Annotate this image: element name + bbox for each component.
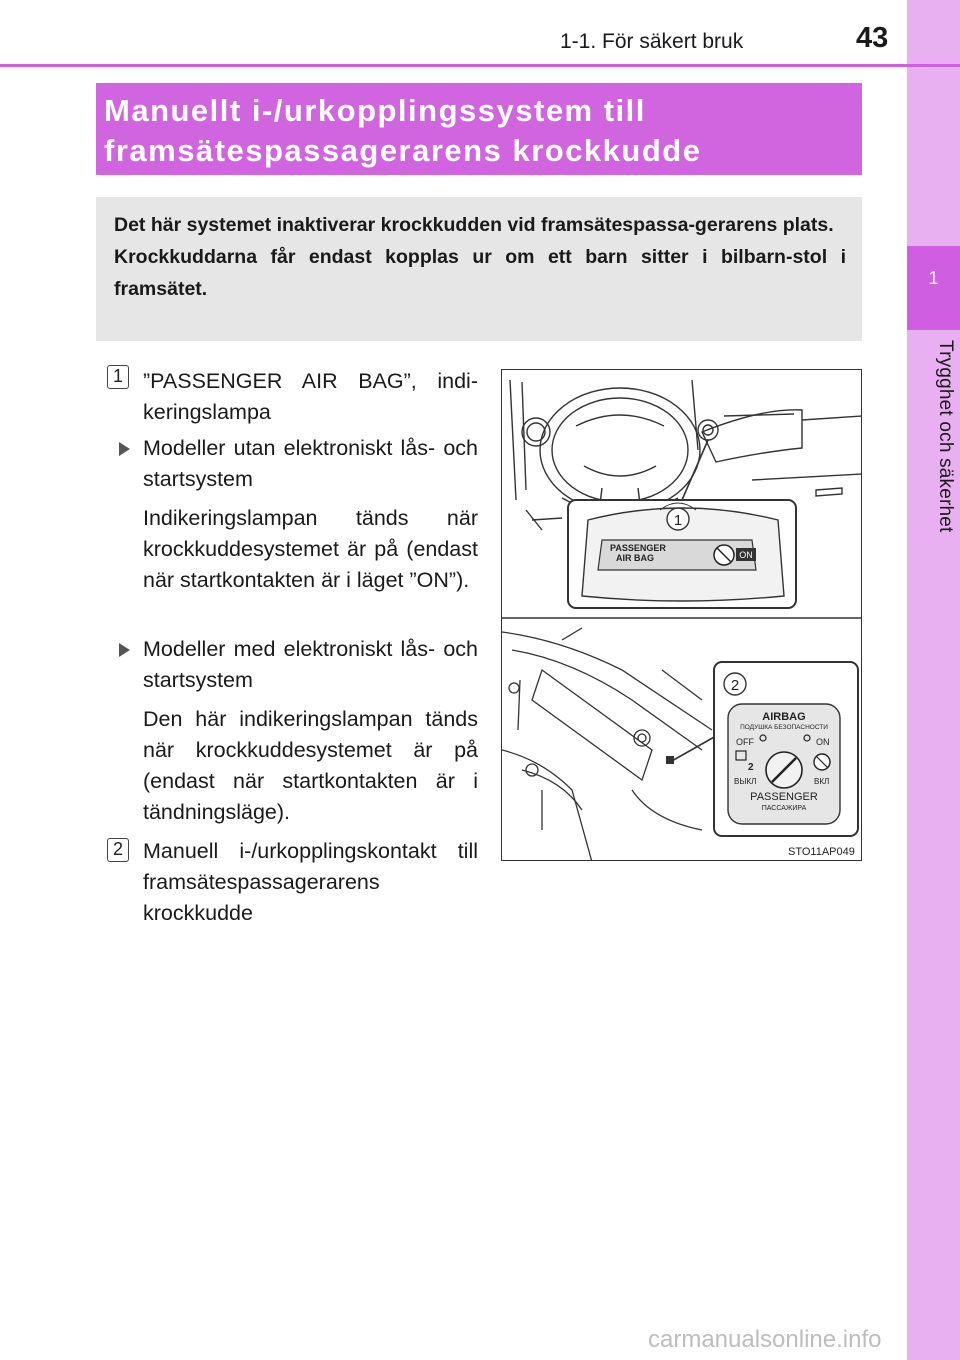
page-title	[104, 91, 852, 171]
title-banner	[96, 83, 862, 175]
lamp-on-label: ON	[739, 550, 753, 560]
switch-on-ru: ВКЛ	[814, 777, 830, 786]
side-tab-strip	[907, 0, 960, 1360]
title-line-1: Manuellt i-/urkopplingssystem till	[104, 93, 646, 128]
switch-digit: 2	[748, 762, 754, 773]
page-number: 43	[856, 22, 889, 54]
switch-on-label: ON	[816, 737, 830, 747]
lamp-label-airbag: AIR BAG	[616, 553, 654, 563]
sub-2-body: Den här indikeringslampan tänds när krockkuddesystemet är på (endast när startkontakten är i tändningsläge).	[143, 707, 478, 824]
illustration-code: STO11AP049	[788, 846, 855, 858]
footer-watermark[interactable]: carmanualsonline.info	[648, 1326, 882, 1353]
intro-line-2: Krockkuddarna får endast kopplas ur om ett barn sitter i bilbarn-stol i framsätet.	[114, 246, 846, 300]
callout-1-label: 1	[673, 512, 683, 529]
item-number-badge-1: 1	[107, 365, 129, 389]
switch-title-ru: ПОДУШКА БЕЗОПАСНОСТИ	[740, 724, 828, 731]
sub-1-body: Indikeringslampan tänds när krockkuddesystemet är på (endast när startkontakten är i läget ”ON”).	[143, 506, 478, 592]
triangle-bullet-icon	[119, 442, 130, 456]
intro-line-1: Det här systemet inaktiverar krockkudden vid framsätespassa-gerarens plats.	[114, 214, 834, 236]
switch-off-ru: ВЫКЛ	[734, 777, 757, 786]
switch-passenger: PASSENGER	[750, 791, 818, 803]
sub-1-heading: Modeller utan elektroniskt lås- och startsystem	[143, 436, 478, 491]
lamp-label-passenger: PASSENGER	[610, 543, 666, 553]
switch-title: AIRBAG	[762, 711, 806, 723]
item-number-badge-2: 2	[107, 838, 129, 862]
sub-2-heading: Modeller med elektroniskt lås- och startsystem	[143, 637, 478, 692]
header-divider	[0, 64, 960, 67]
dashboard-illustration	[501, 369, 862, 861]
section-title: 1-1. För säkert bruk	[560, 30, 744, 53]
intro-box	[96, 197, 862, 341]
switch-passenger-ru: ПАССАЖИРА	[761, 805, 807, 812]
glovebox-drawing	[502, 628, 716, 861]
callout-2-label: 2	[730, 677, 740, 694]
title-line-2: framsätespassagerarens krockkudde	[104, 133, 702, 168]
switch-off-label: OFF	[736, 737, 754, 747]
triangle-bullet-icon	[119, 643, 130, 657]
chapter-number: 1	[928, 268, 939, 288]
item-1-text: ”PASSENGER AIR BAG”, indi-keringslampa	[143, 369, 478, 424]
chapter-title: Trygghet och säkerhet	[935, 340, 956, 533]
item-2-text: Manuell i-/urkopplingskontakt till framsätespassagerarens krockkudde	[143, 839, 478, 925]
